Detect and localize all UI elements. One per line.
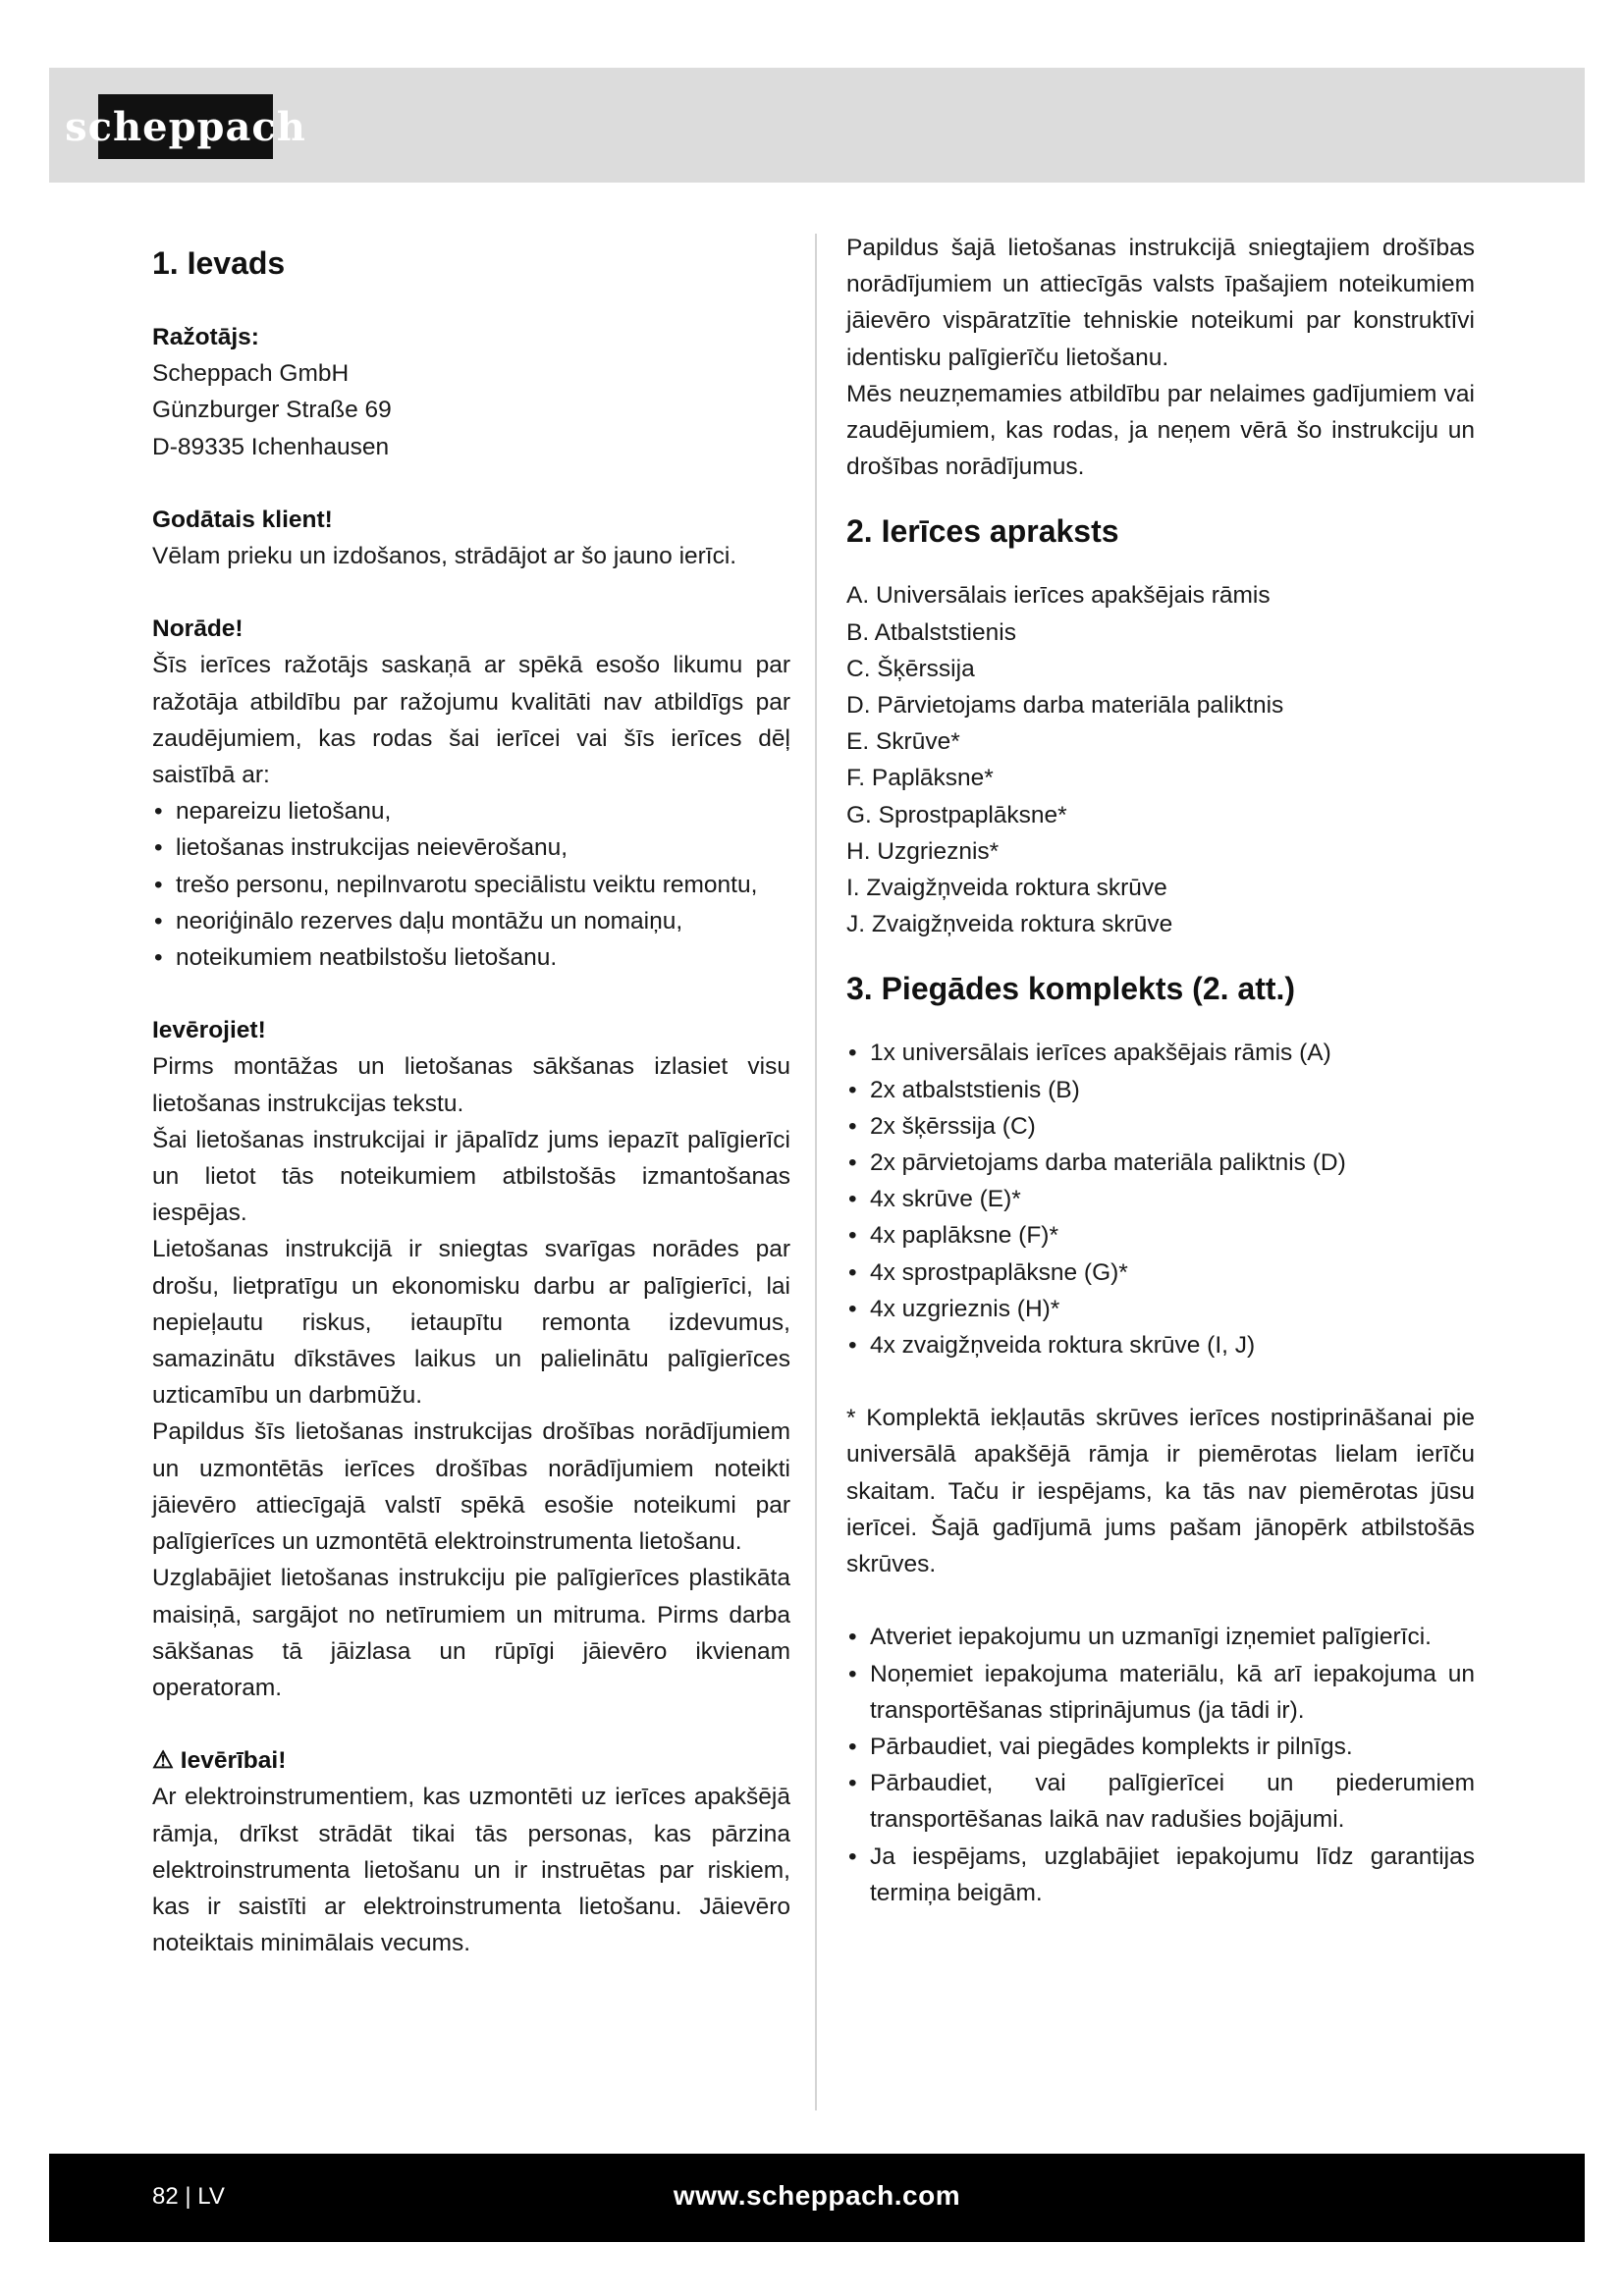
observe-label: Ievērojiet! [152, 1017, 266, 1044]
page-number: 82 | LV [152, 2183, 225, 2210]
list-item: • 4x skrūve (E)* [846, 1181, 1475, 1217]
list-item: • 4x zvaigžņveida roktura skrūve (I, J) [846, 1327, 1475, 1363]
unpacking-steps [846, 1619, 1475, 1911]
list-item: • nepareizu lietošanu, [152, 793, 790, 829]
section-2-title: 2. Ierīces apraksts [846, 513, 1119, 550]
list-item: • lietošanas instrukcijas neievērošanu, [152, 829, 790, 866]
list-item: • neoriģinālo rezerves daļu montāžu un nomaiņu, [152, 903, 790, 939]
caution-text: Ar elektroinstrumentiem, kas uzmontēti uz ierīces apakšējā rāmja, drīkst strādāt tikai tās personas, kas pārzina elektroinstrumenta lietošanu un ir instruētas par riskiem, kas ir saistīti ar elektroinstrumenta lietošanu. Jāievēro noteiktais minimālais vecums. [152, 1784, 790, 1957]
list-item: • 2x atbalststienis (B) [846, 1072, 1475, 1108]
part-item: A. Universālais ierīces apakšējais rāmis [846, 582, 1271, 610]
list-item: • 2x pārvietojams darba materiāla paliktnis (D) [846, 1145, 1475, 1181]
note-label: Norāde! [152, 615, 244, 643]
footer-bar [49, 2154, 1585, 2242]
list-item: • 2x šķērssija (C) [846, 1108, 1475, 1145]
list-item: • Atveriet iepakojumu un uzmanīgi izņemiet palīgierīci. [846, 1619, 1475, 1655]
part-item: G. Sprostpaplāksne* [846, 801, 1067, 828]
delivery-list [846, 1035, 1475, 1363]
caution-heading [152, 1742, 790, 1779]
part-item: I. Zvaigžņveida roktura skrūve [846, 875, 1167, 902]
manufacturer-label: Ražotājs: [152, 324, 259, 350]
column-divider [815, 234, 817, 2110]
part-item: B. Atbalststienis [846, 618, 1016, 646]
header-band [49, 68, 1585, 183]
manufacturer-city: D-89335 Ichenhausen [152, 433, 390, 460]
part-item: F. Paplāksne* [846, 765, 994, 792]
list-item: • 4x paplāksne (F)* [846, 1217, 1475, 1254]
part-item: H. Uzgrieznis* [846, 837, 1000, 865]
left-column [152, 230, 790, 1961]
section-3-title: 3. Piegādes komplekts (2. att.) [846, 971, 1296, 1007]
observe-paragraph: Šai lietošanas instrukcijai ir jāpalīdz jums iepazīt palīgierīci un lietot tās noteikumiem atbilstošās izmantošanas iespējas. [152, 1126, 790, 1227]
screws-footnote: * Komplektā iekļautās skrūves ierīces nostiprināšanai pie universālā apakšējā rāmja ir piemērotas lielam ierīču skaitam. Taču ir iespējams, ka tās nav piemērotas jūsu ierīcei. Šajā gadījumā jums pašam jānopērk atbilstošās skrūves. [846, 1405, 1475, 1578]
manufacturer-name: Scheppach GmbH [152, 360, 350, 388]
observe-paragraph: Papildus šīs lietošanas instrukcijas drošības norādījumiem un uzmontētās ierīces drošības norādījumiem noteikti jāievēro attiecīgajā valstī spēkā esošie noteikumi par palīgierīces un uzmontētā elektroinstrumenta lietošanu. [152, 1418, 790, 1556]
list-item: • Pārbaudiet, vai palīgierīcei un piederumiem transportēšanas laikā nav radušies bojājumi. [846, 1765, 1475, 1838]
intro-paragraph: Mēs neuzņemamies atbildību par nelaimes gadījumiem vai zaudējumiem, kas rodas, ja neņem vērā šo instrukciju un drošības norādījumus. [846, 380, 1475, 481]
greeting-label: Godātais klient! [152, 506, 333, 533]
list-item: • 4x uzgrieznis (H)* [846, 1291, 1475, 1327]
website-link[interactable]: www.scheppach.com [673, 2180, 961, 2211]
parts-list [846, 577, 1475, 942]
note-text: Šīs ierīces ražotājs saskaņā ar spēkā esošo likumu par ražotāja atbildību par ražojumu kvalitāti nav atbildīgs par zaudējumiem, kas rodas šai ierīcei vai šīs ierīces dēļ saistībā ar: [152, 652, 790, 789]
right-column [846, 230, 1475, 1911]
list-item: • Pārbaudiet, vai piegādes komplekts ir pilnīgs. [846, 1729, 1475, 1765]
observe-paragraph: Uzglabājiet lietošanas instrukciju pie palīgierīces plastikāta maisiņā, sargājot no netīrumiem un mitruma. Pirms darba sākšanas tā jāizlasa un rūpīgi jāievēro ikvienam operatoram. [152, 1565, 790, 1701]
list-item: • Ja iespējams, uzglabājiet iepakojumu līdz garantijas termiņa beigām. [846, 1839, 1475, 1911]
list-item: • 1x universālais ierīces apakšējais rāmis (A) [846, 1035, 1475, 1071]
list-item: • 4x sprostpaplāksne (G)* [846, 1255, 1475, 1291]
list-item: • Noņemiet iepakojuma materiālu, kā arī iepakojuma un transportēšanas stiprinājumus (ja tādi ir). [846, 1656, 1475, 1729]
greeting-text: Vēlam prieku un izdošanos, strādājot ar šo jauno ierīci. [152, 543, 737, 570]
list-item: • trešo personu, nepilnvarotu speciālistu veiktu remontu, [152, 867, 790, 903]
part-item: D. Pārvietojams darba materiāla paliktnis [846, 692, 1284, 720]
intro-paragraph: Papildus šajā lietošanas instrukcijā sniegtajiem drošības norādījumiem un attiecīgās valsts īpašajiem noteikumiem jāievēro vispāratzītie tehniskie noteikumi par konstruktīvi identisku palīgierīču lietošanu. [846, 235, 1475, 371]
note-bullet-list [152, 793, 790, 976]
part-item: E. Skrūve* [846, 728, 960, 756]
section-1-title: 1. Ievads [152, 245, 286, 281]
scheppach-logo: scheppach [98, 94, 273, 159]
manufacturer-street: Günzburger Straße 69 [152, 397, 392, 424]
part-item: J. Zvaigžņveida roktura skrūve [846, 911, 1173, 938]
caution-label: Ievērībai! [180, 1747, 287, 1775]
warning-triangle-icon: ⚠ [152, 1747, 174, 1775]
part-item: C. Šķērssija [846, 655, 975, 682]
observe-paragraph: Pirms montāžas un lietošanas sākšanas izlasiet visu lietošanas instrukcijas tekstu. [152, 1053, 790, 1117]
list-item: • noteikumiem neatbilstošu lietošanu. [152, 939, 790, 976]
observe-paragraph: Lietošanas instrukcijā ir sniegtas svarīgas norādes par drošu, lietpratīgu un ekonomisku darbu ar palīgierīci, lai nepieļautu riskus, ietaupītu remonta izdevumus, samazinātu dīkstāves laikus un palielinātu palīgierīces uzticamību un darbmūžu. [152, 1236, 790, 1410]
